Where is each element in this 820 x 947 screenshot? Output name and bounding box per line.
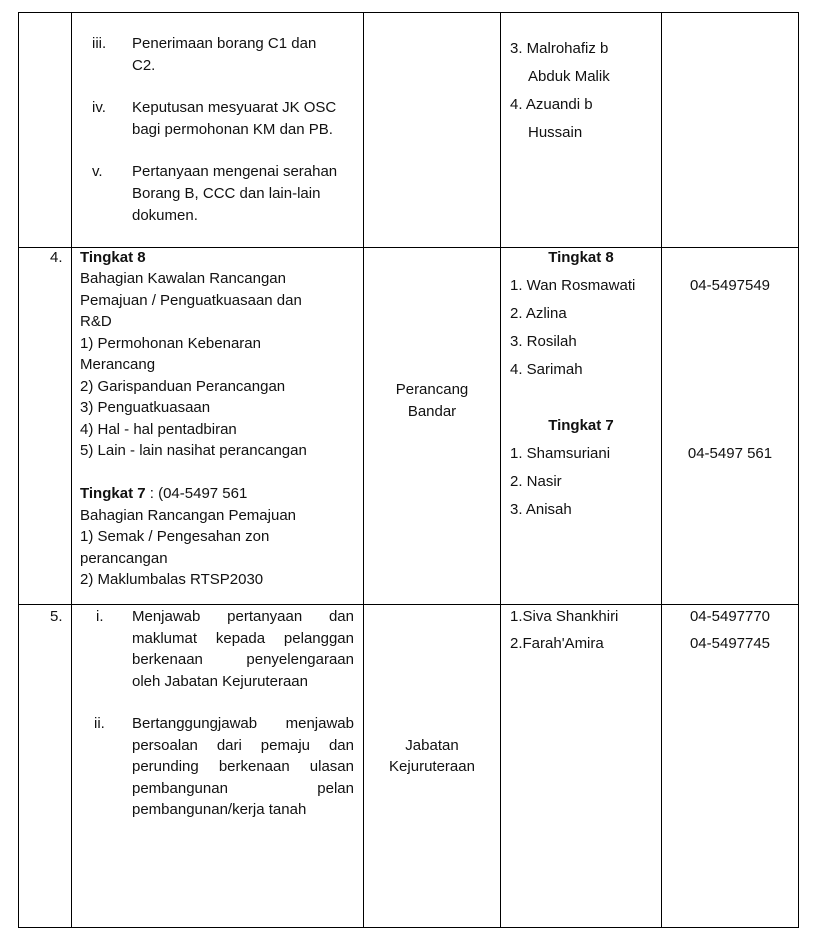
phone-number: 04-5497549 bbox=[689, 277, 771, 294]
service-text: Bahagian Rancangan Pemajuan bbox=[80, 507, 296, 524]
officer-name: 2. Nasir bbox=[510, 473, 562, 490]
item-text: oleh Jabatan Kejuruteraan bbox=[132, 673, 308, 690]
officer-name: 4. Sarimah bbox=[510, 361, 583, 378]
item-text: bagi permohonan KM dan PB. bbox=[132, 121, 333, 138]
table-border-left bbox=[18, 12, 19, 928]
officer-floor-heading: Tingkat 7 bbox=[548, 417, 614, 434]
phone-number: 04-5497745 bbox=[689, 635, 771, 652]
column-divider-4 bbox=[661, 12, 662, 928]
table-border-top bbox=[18, 12, 799, 13]
service-text: 1) Permohonan Kebenaran bbox=[80, 335, 261, 352]
service-text: 2) Garispanduan Perancangan bbox=[80, 378, 286, 395]
officer-name: 1. Shamsuriani bbox=[510, 445, 611, 462]
item-text: Penerimaan borang C1 dan bbox=[132, 35, 317, 52]
item-number: i. bbox=[96, 608, 104, 625]
service-text: 2) Maklumbalas RTSP2030 bbox=[80, 571, 264, 588]
service-text: 5) Lain - lain nasihat perancangan bbox=[80, 442, 307, 459]
department-name: Bandar bbox=[407, 403, 457, 420]
officer-name: Hussain bbox=[528, 124, 583, 141]
officer-name: 1. Wan Rosmawati bbox=[510, 277, 636, 294]
item-text: Keputusan mesyuarat JK OSC bbox=[132, 99, 337, 116]
item-number: iii. bbox=[92, 35, 107, 52]
item-text: C2. bbox=[132, 57, 156, 74]
floor-heading: Tingkat 8 bbox=[80, 249, 146, 266]
item-text: berkenaan penyelengaraan bbox=[132, 651, 354, 668]
service-text: perancangan bbox=[80, 550, 168, 567]
column-divider-2 bbox=[363, 12, 364, 928]
column-divider-3 bbox=[500, 12, 501, 928]
officer-name: 4. Azuandi b bbox=[510, 96, 593, 113]
service-text: Merancang bbox=[80, 356, 156, 373]
department-name: Kejuruteraan bbox=[389, 758, 475, 775]
item-text: maklumat kepada pelanggan bbox=[132, 630, 354, 647]
officer-name: 2.Farah'Amira bbox=[510, 635, 604, 652]
service-text: Bahagian Kawalan Rancangan bbox=[80, 270, 286, 287]
department-name: Perancang bbox=[395, 381, 469, 398]
officer-name: 3. Anisah bbox=[510, 501, 572, 518]
officer-floor-heading: Tingkat 8 bbox=[548, 249, 614, 266]
item-text: Bertanggungjawab menjawab bbox=[132, 715, 354, 732]
row-divider-2 bbox=[18, 604, 799, 605]
officer-name: 3. Rosilah bbox=[510, 333, 577, 350]
phone-number: 04-5497 561 bbox=[687, 445, 773, 462]
item-text: perunding berkenaan ulasan bbox=[132, 758, 354, 775]
table-border-right bbox=[798, 12, 799, 928]
item-number: iv. bbox=[92, 99, 106, 116]
service-text: 3) Penguatkuasaan bbox=[80, 399, 211, 416]
item-text: Menjawab pertanyaan dan bbox=[132, 608, 354, 625]
item-text: Borang B, CCC dan lain-lain bbox=[132, 185, 321, 202]
column-divider-1 bbox=[71, 12, 72, 928]
item-text: dokumen. bbox=[132, 207, 198, 224]
service-text: 4) Hal - hal pentadbiran bbox=[80, 421, 237, 438]
floor-phone: : (04-5497 561 bbox=[145, 485, 248, 502]
service-text: R&D bbox=[80, 313, 112, 330]
item-text: Pertanyaan mengenai serahan bbox=[132, 163, 338, 180]
service-text: 1) Semak / Pengesahan zon bbox=[80, 528, 270, 545]
department-name: Jabatan bbox=[405, 737, 459, 754]
row-number: 5. bbox=[50, 608, 63, 625]
item-text: pembangunan pelan bbox=[132, 780, 354, 797]
row-number: 4. bbox=[50, 249, 63, 266]
item-text: persoalan dari pemaju dan bbox=[132, 737, 354, 754]
item-number: ii. bbox=[94, 715, 105, 732]
floor-heading-7 bbox=[80, 483, 247, 505]
phone-number: 04-5497770 bbox=[689, 608, 771, 625]
floor-heading: Tingkat 7 bbox=[80, 485, 146, 502]
item-number: v. bbox=[92, 163, 103, 180]
officer-name: 2. Azlina bbox=[510, 305, 567, 322]
officer-name: 1.Siva Shankhiri bbox=[510, 608, 619, 625]
officer-name: Abduk Malik bbox=[528, 68, 610, 85]
officer-name: 3. Malrohafiz b bbox=[510, 40, 609, 57]
table-border-bottom bbox=[18, 927, 799, 928]
service-text: Pemajuan / Penguatkuasaan dan bbox=[80, 292, 302, 309]
item-text: pembangunan/kerja tanah bbox=[132, 801, 307, 818]
